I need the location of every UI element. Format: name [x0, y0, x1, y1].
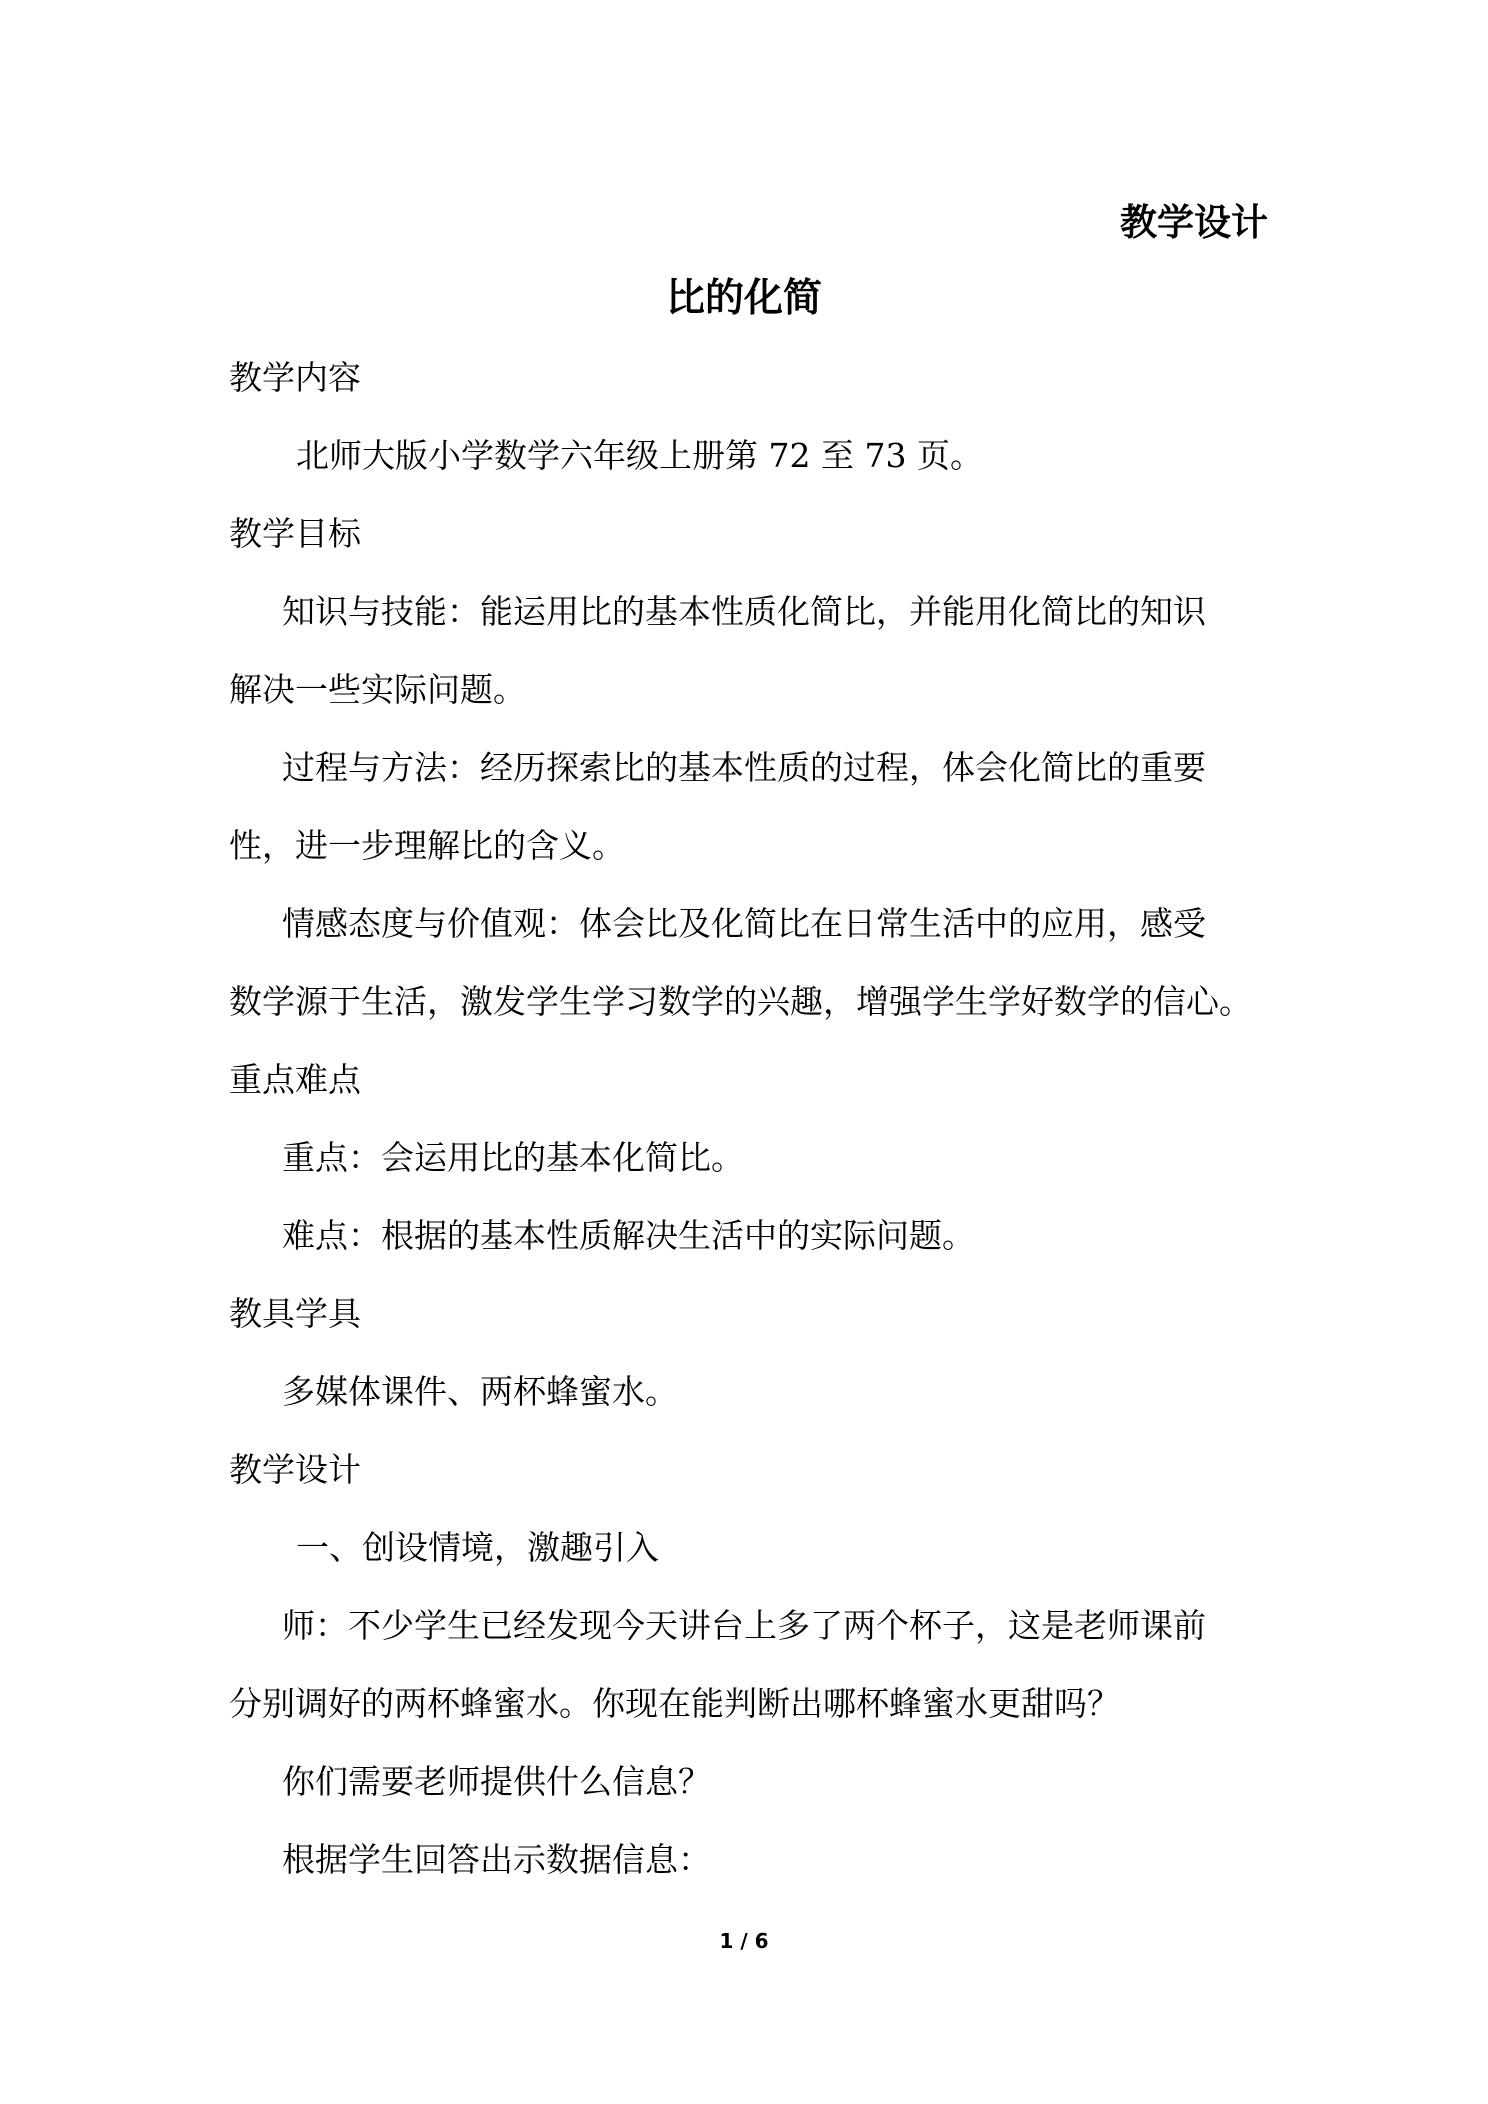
keypoint-focus: 重点：会运用比的基本化简比。: [282, 1138, 744, 1177]
section-heading-design: 教学设计: [229, 1450, 361, 1489]
document-title: 比的化简: [665, 275, 822, 321]
keypoint-difficulty: 难点：根据的基本性质解决生活中的实际问题。: [282, 1216, 975, 1255]
goal-emotion-line1: 情感态度与价值观：体会比及化简比在日常生活中的应用，感受: [282, 904, 1206, 943]
content-text: 北师大版小学数学六年级上册第 72 至 73 页。: [296, 436, 983, 475]
section-heading-tools: 教具学具: [229, 1294, 361, 1333]
design-step1: 一、创设情境，激趣引入: [296, 1528, 659, 1567]
section-heading-goals: 教学目标: [229, 514, 361, 553]
question-line: 你们需要老师提供什么信息？: [282, 1762, 711, 1801]
data-line: 根据学生回答出示数据信息：: [282, 1840, 711, 1879]
goal-knowledge-line1: 知识与技能：能运用比的基本性质化简比，并能用化简比的知识: [282, 592, 1206, 631]
goal-emotion-line2: 数学源于生活，激发学生学习数学的兴趣，增强学生学好数学的信心。: [229, 982, 1252, 1021]
goal-process-line1: 过程与方法：经历探索比的基本性质的过程，体会化简比的重要: [282, 748, 1206, 787]
teacher-line1: 师：不少学生已经发现今天讲台上多了两个杯子，这是老师课前: [282, 1606, 1206, 1645]
page-number: 1 / 6: [719, 1929, 769, 1953]
goal-knowledge-line2: 解决一些实际问题。: [229, 670, 526, 709]
tools-text: 多媒体课件、两杯蜂蜜水。: [282, 1372, 678, 1411]
section-heading-content: 教学内容: [229, 358, 361, 397]
teacher-line2: 分别调好的两杯蜂蜜水。你现在能判断出哪杯蜂蜜水更甜吗？: [229, 1684, 1120, 1723]
section-heading-keypoints: 重点难点: [229, 1060, 361, 1099]
header-title: 教学设计: [1120, 200, 1268, 244]
goal-process-line2: 性，进一步理解比的含义。: [229, 826, 625, 865]
